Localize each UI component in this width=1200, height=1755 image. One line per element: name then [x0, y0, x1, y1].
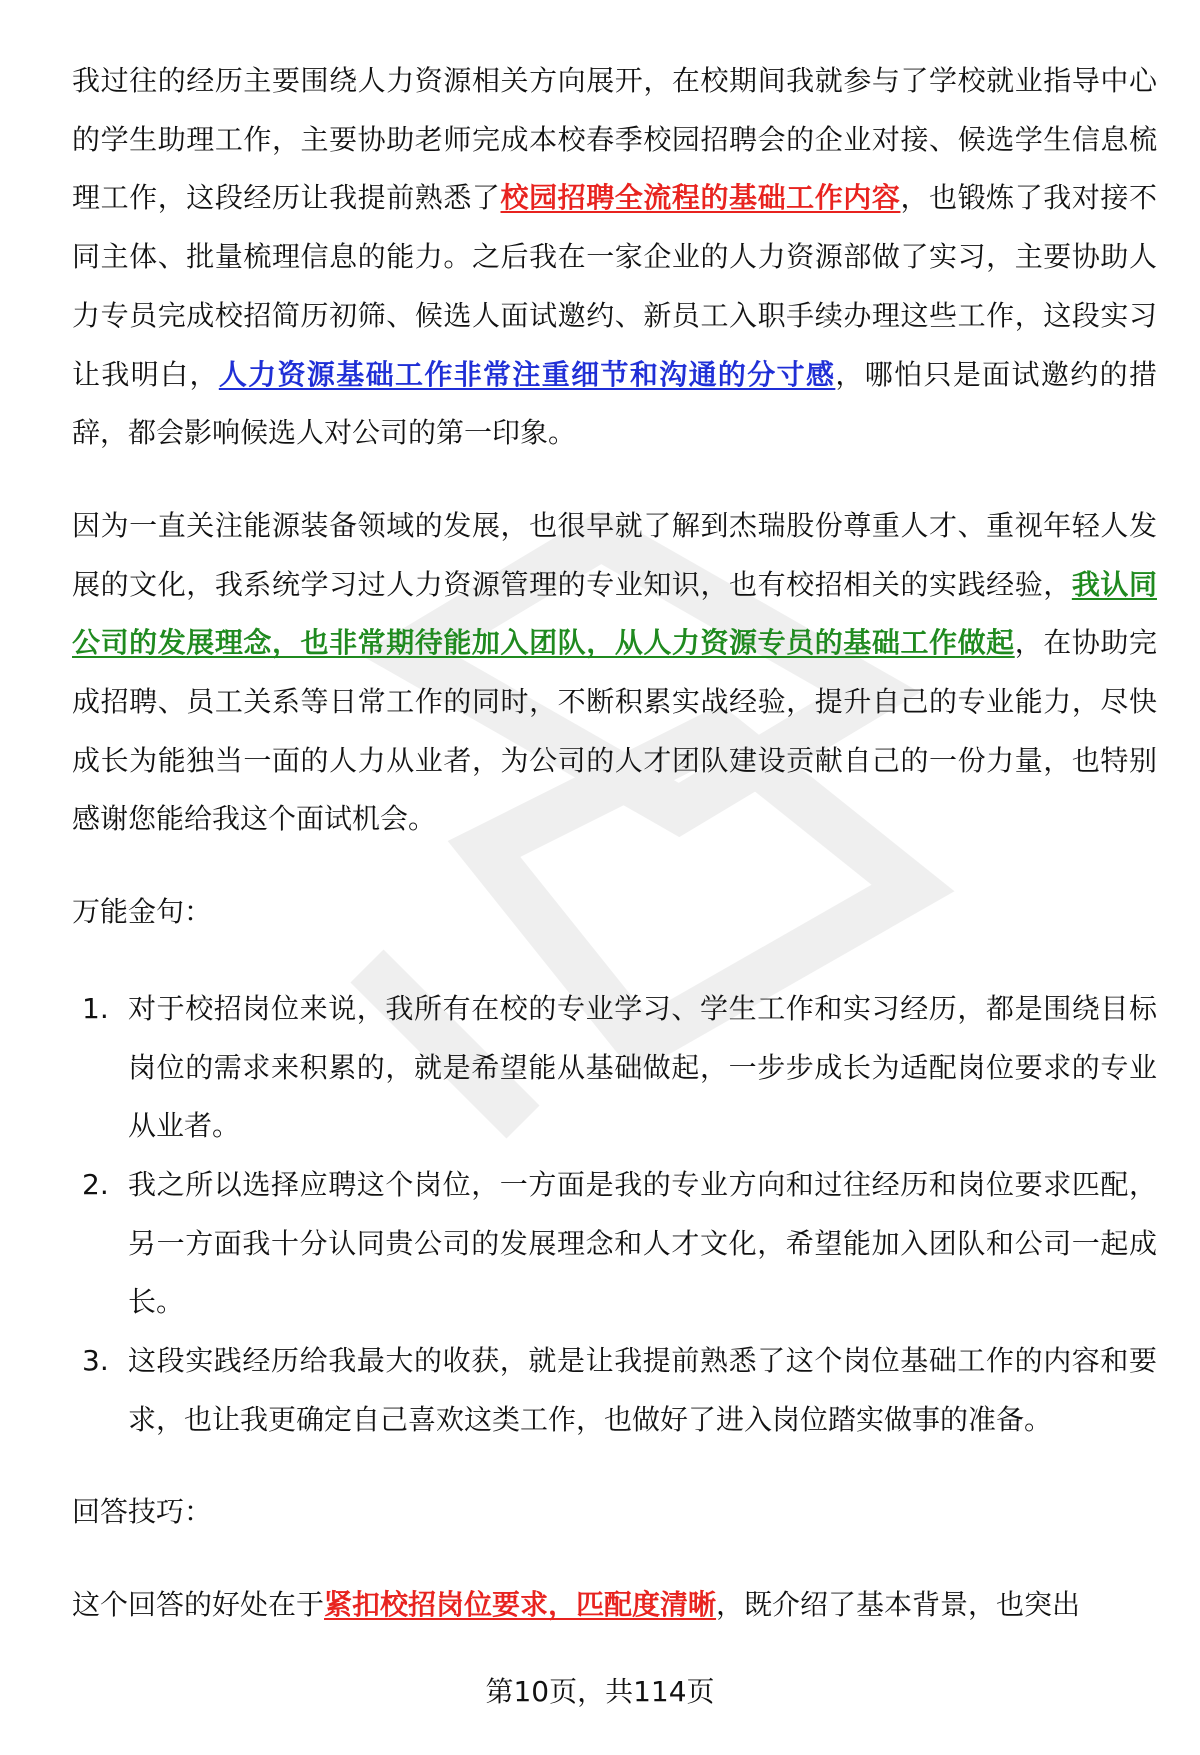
golden-sentences-list: [72, 980, 1157, 1450]
list-item: [72, 1332, 1157, 1449]
list-item-number: 2.: [82, 1167, 109, 1201]
golden-sentences-heading: 万能金句：: [72, 895, 213, 929]
highlight-green-text: 我认同公司的发展理念，也非常期待能加入团队，从人力资源专员的基础工作做起: [72, 567, 1157, 660]
paragraph-text: ，既介绍了基本背景，也突出: [716, 1588, 1081, 1622]
answer-paragraph-2: [72, 497, 1157, 849]
list-item-text: 对于校招岗位来说，我所有在校的专业学习、学生工作和实习经历，都是围绕目标岗位的需求来积累的，就是希望能从基础做起，一步步成长为适配岗位要求的专业从业者。: [128, 991, 1157, 1143]
answer-paragraph-1: [72, 52, 1157, 463]
page-number-footer: 第10页，共114页: [485, 1675, 715, 1708]
paragraph-text: 我过往的经历主要围绕人力资源相关方向展开，在校期间我就参与了学校就业指导中心的学生助理工作，主要协助老师完成本校春季校园招聘会的企业对接、候选学生信息梳理工作，这段经历让我提前熟悉了: [72, 64, 1157, 215]
paragraph-text: ，也锻炼了我对接不同主体、批量梳理信息的能力。之后我在一家企业的人力资源部做了实习，主要协助人力专员完成校招简历初筛、候选人面试邀约、新员工入职手续办理这些工作，这段实习让我明白，: [72, 181, 1157, 391]
answer-paragraph-3: [72, 1576, 1157, 1635]
list-item-number: 3.: [82, 1344, 109, 1378]
list-item: [72, 1156, 1157, 1332]
list-item-text: 我之所以选择应聘这个岗位，一方面是我的专业方向和过往经历和岗位要求匹配，另一方面我十分认同贵公司的发展理念和人才文化，希望能加入团队和公司一起成长。: [128, 1167, 1157, 1319]
list-item-number: 1.: [82, 991, 109, 1025]
highlight-red-text: 校园招聘全流程的基础工作内容: [500, 181, 901, 215]
paragraph-text: ，哪怕只是面试邀约的措辞，都会影响候选人对公司的第一印象。: [72, 357, 1157, 450]
paragraph-text: 这个回答的好处在于: [72, 1588, 325, 1622]
highlight-red-text: 紧扣校招岗位要求，匹配度清晰: [324, 1588, 717, 1622]
highlight-blue-text: 人力资源基础工作非常注重细节和沟通的分寸感: [218, 357, 836, 391]
main-content: [72, 52, 1157, 1635]
paragraph-text: ，在协助完成招聘、员工关系等日常工作的同时，不断积累实战经验，提升自己的专业能力，尽快成长为能独当一面的人力从业者，为公司的人才团队建设贡献自己的一份力量，也特别感谢您能给我这个面试机会。: [72, 626, 1157, 836]
list-item-text: 这段实践经历给我最大的收获，就是让我提前熟悉了这个岗位基础工作的内容和要求，也让我更确定自己喜欢这类工作，也做好了进入岗位踏实做事的准备。: [128, 1344, 1157, 1436]
list-item: [72, 980, 1157, 1156]
answer-tips-heading: 回答技巧：: [72, 1495, 213, 1529]
paragraph-text: 因为一直关注能源装备领域的发展，也很早就了解到杰瑞股份尊重人才、重视年轻人发展的文化，我系统学习过人力资源管理的专业知识，也有校招相关的实践经验，: [72, 508, 1157, 601]
